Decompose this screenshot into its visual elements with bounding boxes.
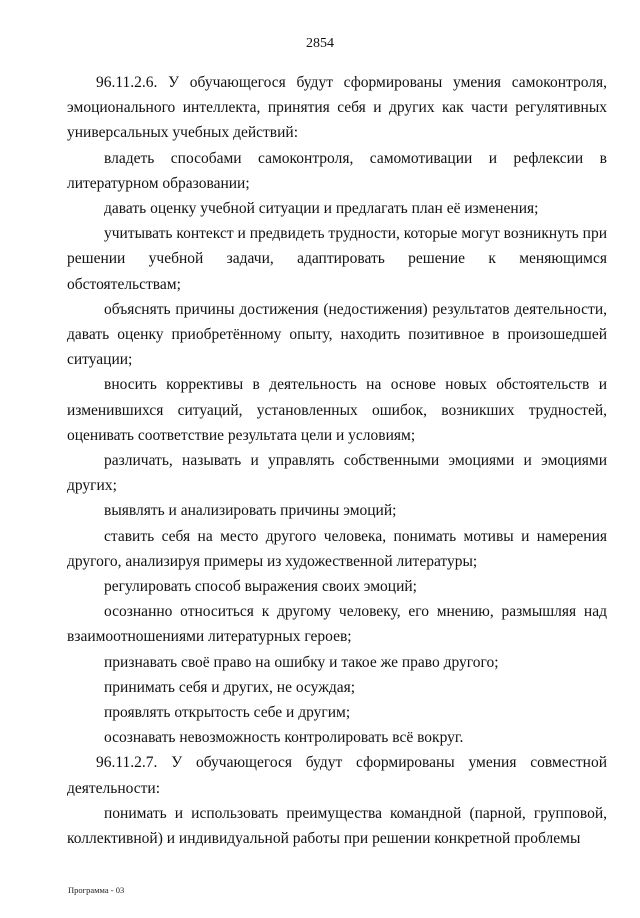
- list-item: давать оценку учебной ситуации и предлагать план её изменения;: [104, 200, 539, 218]
- document-body: [67, 70, 607, 851]
- list-item: выявлять и анализировать причины эмоций;: [104, 502, 397, 520]
- list-item: учитывать контекст и предвидеть трудности, которые могут возникнуть при решении учебной задачи, адаптировать решение к меняющимся обстоятельствам;: [67, 225, 607, 293]
- list-item: владеть способами самоконтроля, самомотивации и рефлексии в литературном образовании;: [67, 149, 607, 192]
- list-item: осознанно относиться к другому человеку, его мнению, размышляя над взаимоотношениями литературных героев;: [67, 603, 607, 646]
- list-item: принимать себя и других, не осуждая;: [104, 678, 356, 696]
- list-item: признавать своё право на ошибку и такое же право другого;: [104, 653, 499, 671]
- page-number: 2854: [306, 36, 334, 51]
- list-item: осознавать невозможность контролировать всё вокруг.: [104, 729, 464, 747]
- list-item: регулировать способ выражения своих эмоций;: [104, 578, 417, 596]
- section-heading-96-11-2-7: 96.11.2.7. У обучающегося будут сформированы умения совместной деятельности:: [67, 754, 607, 797]
- list-item: понимать и использовать преимущества командной (парной, групповой, коллективной) и индивидуальной работы при решении конкретной проблемы: [67, 804, 607, 848]
- list-item: ставить себя на место другого человека, понимать мотивы и намерения другого, анализируя примеры из художественной литературы;: [67, 527, 607, 570]
- list-item: вносить коррективы в деятельность на основе новых обстоятельств и изменившихся ситуаций, установленных ошибок, возникших трудностей, оценивать соответствие результата цели и условиям;: [67, 376, 607, 444]
- section-heading-96-11-2-6: 96.11.2.6. У обучающегося будут сформированы умения самоконтроля, эмоционального интеллекта, принятия себя и других как части регулятивных универсальных учебных действий:: [67, 74, 607, 142]
- list-item: различать, называть и управлять собственными эмоциями и эмоциями других;: [67, 452, 607, 495]
- footer-program-label: Программа - 03: [68, 885, 125, 895]
- list-item: проявлять открытость себе и другим;: [104, 704, 351, 722]
- list-item: объяснять причины достижения (недостижения) результатов деятельности, давать оценку приобретённому опыту, находить позитивное в произошедшей ситуации;: [67, 300, 607, 369]
